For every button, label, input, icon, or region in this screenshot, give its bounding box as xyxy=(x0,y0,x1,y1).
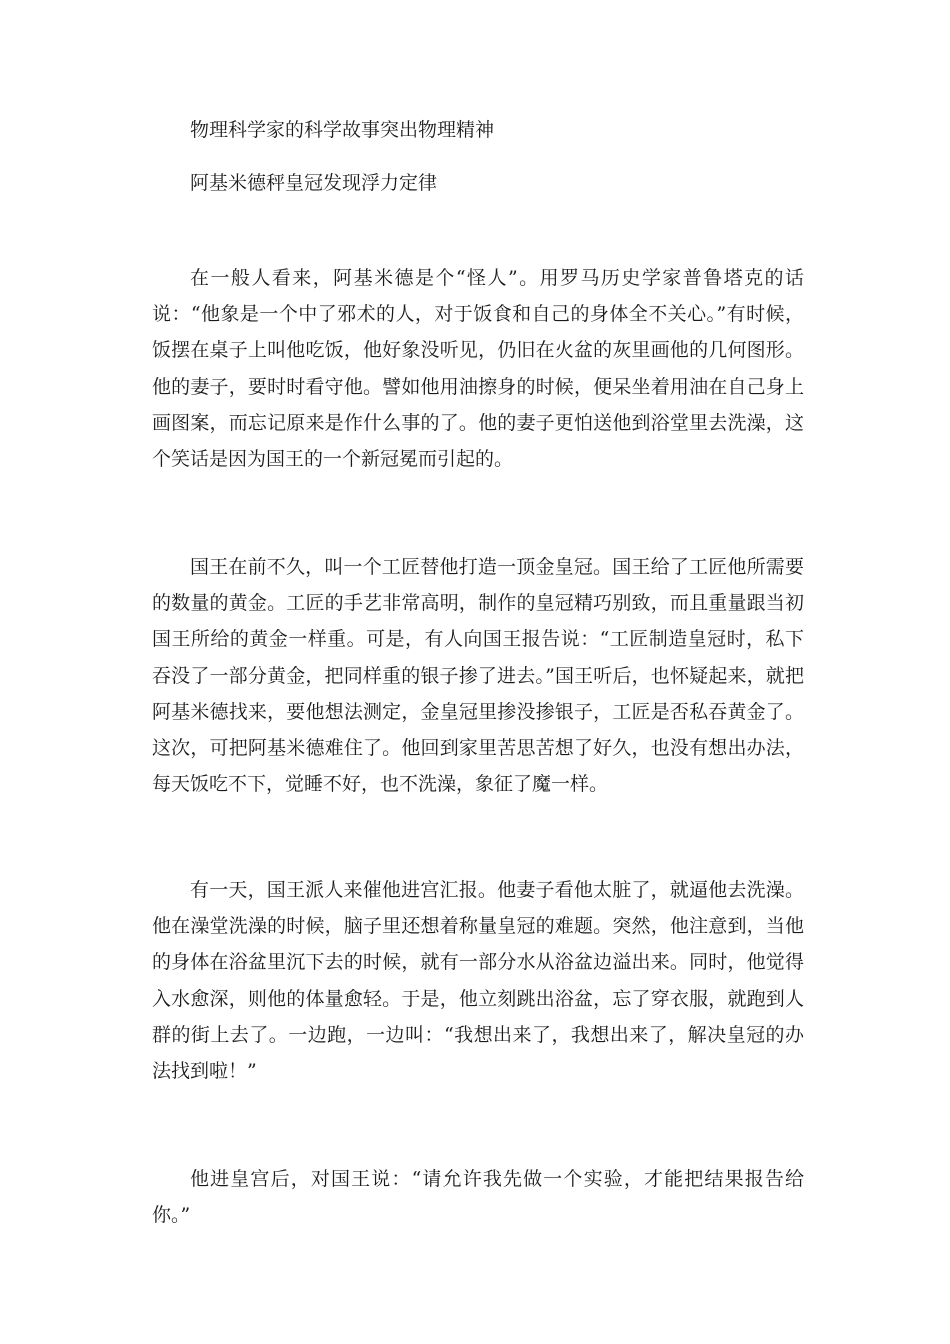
paragraph-1: 在一般人看来，阿基米德是个“怪人”。用罗马历史学家普鲁塔克的话说：“他象是一个中了邪术的人，对于饭食和自己的身体全不关心。”有时候，饭摆在桌子上叫他吃饭，他好象没听见，仍旧在火盆的灰里画他的几何图形。他的妻子，要时时看守他。譬如他用油擦身的时候，便呆坐着用油在自己身上画图案，而忘记原来是作什么事的了。他的妻子更怕送他到浴堂里去洗澡，这个笑话是因为国王的一个新冠冕而引起的。 xyxy=(152,267,804,471)
paragraph-2: 国王在前不久，叫一个工匠替他打造一顶金皇冠。国王给了工匠他所需要的数量的黄金。工匠的手艺非常高明，制作的皇冠精巧别致，而且重量跟当初国王所给的黄金一样重。可是，有人向国王报告说：“工匠制造皇冠时，私下吞没了一部分黄金，把同样重的银子掺了进去。”国王听后，也怀疑起来，就把阿基米德找来，要他想法测定，金皇冠里掺没掺银子，工匠是否私吞黄金了。这次，可把阿基米德难住了。他回到家里苦思苦想了好久，也没有想出办法，每天饭吃不下，觉睡不好，也不洗澡，象征了魔一样。 xyxy=(152,556,804,796)
paragraph-4: 他进皇宫后，对国王说：“请允许我先做一个实验，才能把结果报告给你。” xyxy=(152,1168,804,1227)
document-subtitle: 阿基米德秤皇冠发现浮力定律 xyxy=(190,172,438,194)
document-title: 物理科学家的科学故事突出物理精神 xyxy=(190,119,495,141)
paragraph-3: 有一天，国王派人来催他进宫汇报。他妻子看他太脏了，就逼他去洗澡。他在澡堂洗澡的时候，脑子里还想着称量皇冠的难题。突然，他注意到，当他的身体在浴盆里沉下去的时候，就有一部分水从浴盆边溢出来。同时，他觉得入水愈深，则他的体量愈轻。于是，他立刻跳出浴盆，忘了穿衣服，就跑到人群的街上去了。一边跑，一边叫：“我想出来了，我想出来了，解决皇冠的办法找到啦！” xyxy=(152,879,804,1083)
